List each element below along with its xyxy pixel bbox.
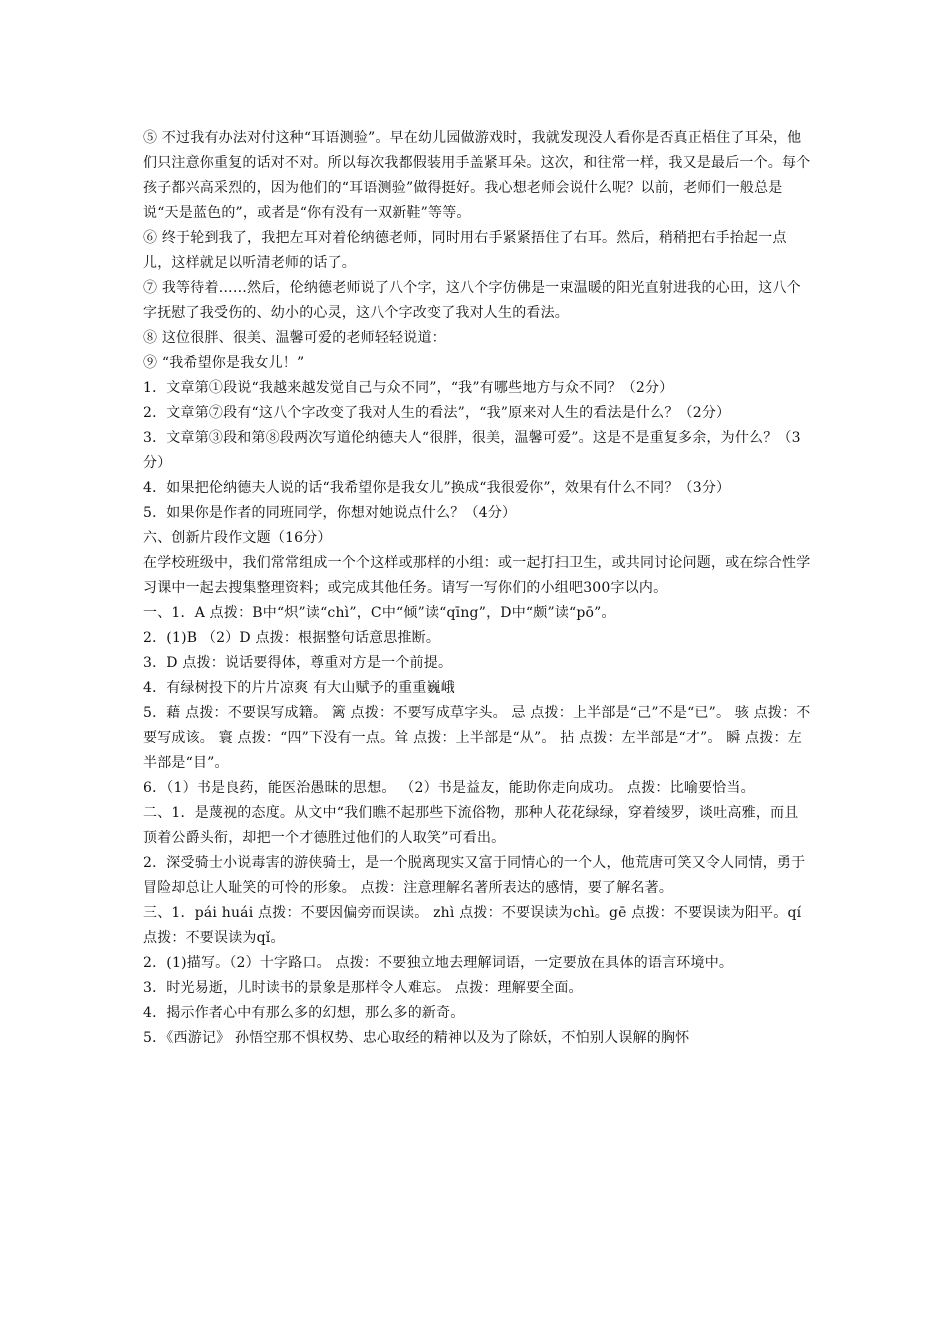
- answer-3-5: 5．《西游记》 孙悟空那不惧权势、忠心取经的精神以及为了除妖，不怕别人误解的胸怀: [143, 1030, 690, 1046]
- question-1: 1．文章第①段说“我越来越发觉自己与众不同”，“我”有哪些地方与众不同？（2分）: [143, 380, 674, 396]
- section-heading-6: 六、创新片段作文题（16分）: [143, 530, 332, 546]
- paragraph-6: ⑥ 终于轮到我了，我把左耳对着伦纳德老师，同时用右手紧紧捂住了右耳。然后，稍稍把右手抬起一点儿，这样就足以听清老师的话了。: [143, 230, 787, 271]
- answer-3-3: 3．时光易逝，儿时读书的景象是那样令人难忘。 点拨：理解要全面。: [143, 980, 583, 996]
- answer-1-2: 2．(1)B （2）D 点拨：根据整句话意思推断。: [143, 630, 441, 646]
- question-5: 5．如果你是作者的同班同学，你想对她说点什么？（4分）: [143, 505, 517, 521]
- answer-2-1: 二、1．是蔑视的态度。从文中“我们瞧不起那些下流俗物，那种人花花绿绿，穿着绫罗，谈吐高雅，而且顶着公爵头衔，却把一个才德胜过他们的人取笑”可看出。: [143, 805, 799, 846]
- paragraph-8: ⑧ 这位很胖、很美、温馨可爱的老师轻轻说道：: [143, 330, 446, 346]
- answer-2-2: 2．深受骑士小说毒害的游侠骑士，是一个脱离现实又富于同情心的一个人，他荒唐可笑又令人同情，勇于冒险却总让人耻笑的可怜的形象。 点拨：注意理解名著所表达的感情，要了解名著。: [143, 855, 806, 896]
- answer-1-4: 4．有绿树投下的片片凉爽 有大山赋予的重重巍峨: [143, 680, 455, 696]
- paragraph-9: ⑨ “我希望你是我女儿！”: [143, 355, 305, 371]
- answer-1-1: 一、1．A 点拨：B中“炽”读“chì”，C中“倾”读“qīng”，D中“颇”读“pō”。: [143, 605, 616, 621]
- question-3: 3．文章第③段和第⑧段两次写道伦纳德夫人“很胖，很美，温馨可爱”。这是不是重复多余，为什么？（3分）: [143, 430, 801, 471]
- paragraph-7: ⑦ 我等待着……然后，伦纳德老师说了八个字，这八个字仿佛是一束温暖的阳光直射进我的心田，这八个字抚慰了我受伤的、幼小的心灵，这八个字改变了我对人生的看法。: [143, 280, 801, 321]
- document-page: [143, 126, 811, 1051]
- question-4: 4．如果把伦纳德夫人说的话“我希望你是我女儿”换成“我很爱你”，效果有什么不同？（3分）: [143, 480, 731, 496]
- answer-3-1: 三、1．pái huái 点拨：不要因偏旁而误读。 zhì 点拨：不要误读为chì。gē 点拨：不要误读为阳平。qí 点拨：不要误读为qǐ。: [143, 905, 802, 946]
- answer-3-4: 4．揭示作者心中有那么多的幻想，那么多的新奇。: [143, 1005, 465, 1021]
- answer-3-2: 2．(1)描写。（2）十字路口。 点拨：不要独立地去理解词语，一定要放在具体的语言环境中。: [143, 955, 734, 971]
- question-2: 2．文章第⑦段有“这八个字改变了我对人生的看法”，“我”原来对人生的看法是什么？（2分）: [143, 405, 731, 421]
- paragraph-5: ⑤ 不过我有办法对付这种“耳语测验”。早在幼儿园做游戏时，我就发现没人看你是否真正梧住了耳朵，他们只注意你重复的话对不对。所以每次我都假装用手盖紧耳朵。这次，和往常一样，我又是最后一个。每个孩子都兴高采烈的，因为他们的“耳语测验”做得挺好。我心想老师会说什么呢？以前，老师们一般总是说“天是蓝色的”，或者是“你有没有一双新鞋”等等。: [143, 130, 811, 221]
- writing-prompt: 在学校班级中，我们常常组成一个个这样或那样的小组：或一起打扫卫生，或共同讨论问题，或在综合性学习课中一起去搜集整理资料；或完成其他任务。请写一写你们的小组吧300字以内。: [143, 555, 811, 596]
- answer-1-5: 5．藉 点拨：不要误写成籍。 篱 点拨：不要写成草字头。 忌 点拨：上半部是“己”不是“已”。 骇 点拨：不要写成该。 寰 点拨：“四”下没有一点。耸 点拨：上半部是“从”。 拈 点拨：左半部是“才”。 瞬 点拨：左半部是“目”。: [143, 705, 811, 771]
- answer-1-3: 3．D 点拨：说话要得体，尊重对方是一个前提。: [143, 655, 453, 671]
- answer-1-6: 6．（1）书是良药，能医治愚昧的思想。 （2）书是益友，能助你走向成功。 点拨：比喻要恰当。: [143, 780, 755, 796]
